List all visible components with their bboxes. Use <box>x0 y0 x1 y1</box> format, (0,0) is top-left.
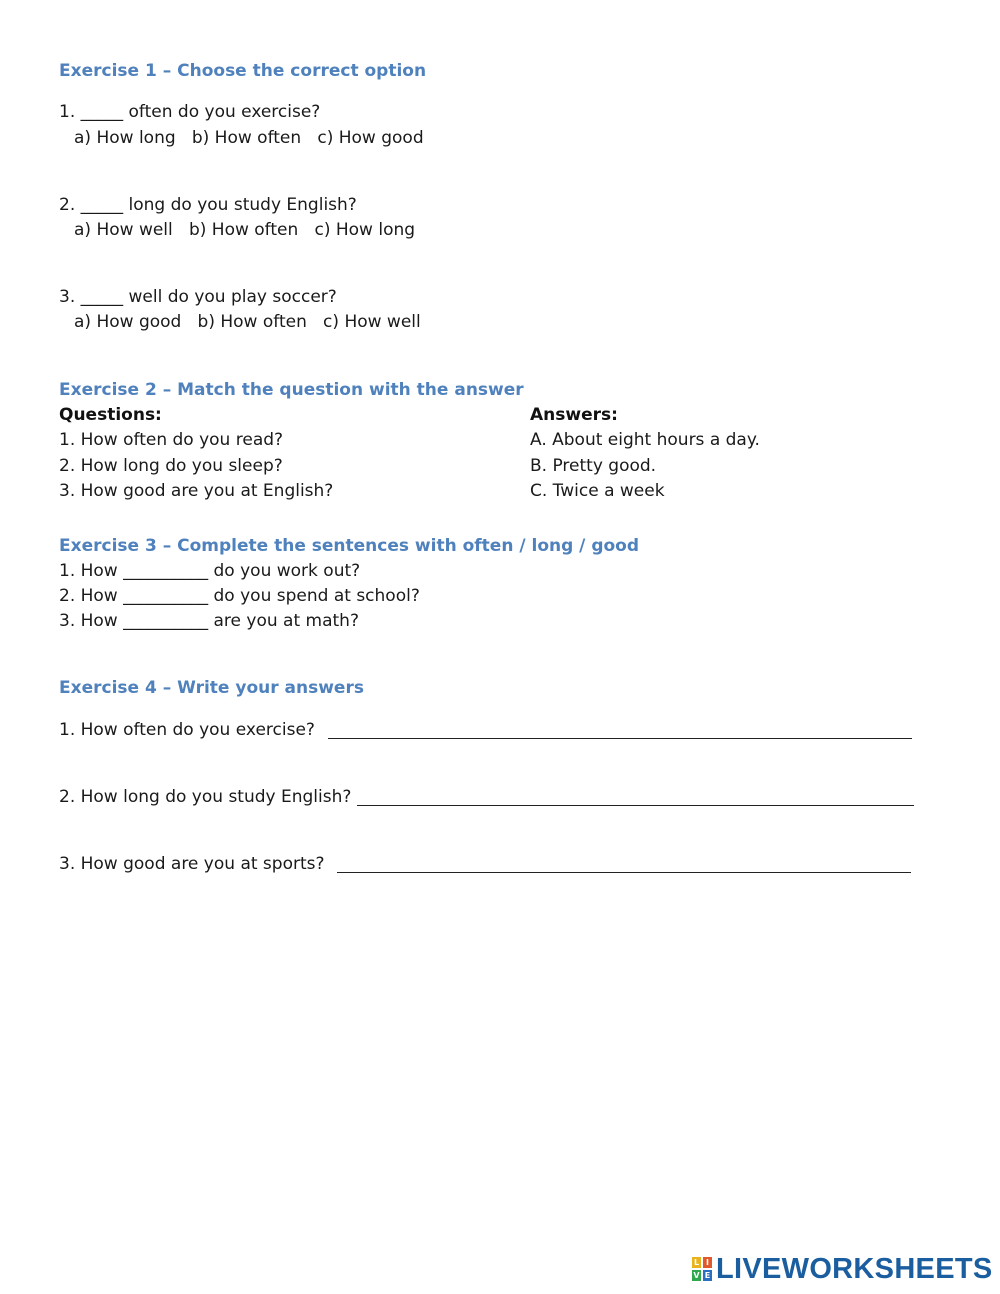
ex2-answer-a[interactable]: A. About eight hours a day. <box>530 430 760 450</box>
exercise-3-heading: Exercise 3 – Complete the sentences with often / long / good <box>59 536 640 556</box>
ex1-options-3[interactable]: a) How good b) How often c) How well <box>74 312 421 332</box>
logo-tile-i: I <box>703 1257 712 1268</box>
logo-tile-e: E <box>704 1271 711 1280</box>
answers-label: Answers: <box>530 405 618 425</box>
logo-text: LIVEWORKSHEETS <box>716 1253 993 1285</box>
ex1-question-1: 1. _____ often do you exercise? <box>59 102 321 122</box>
ex1-options-1[interactable]: a) How long b) How often c) How good <box>74 128 424 148</box>
exercise-2-heading: Exercise 2 – Match the question with the answer <box>59 380 524 400</box>
ex1-question-3: 3. _____ well do you play soccer? <box>59 287 337 307</box>
ex1-options-2[interactable]: a) How well b) How often c) How long <box>74 220 416 240</box>
ex4-answer-line-3[interactable] <box>337 872 911 873</box>
ex4-question-1: 1. How often do you exercise? <box>59 720 315 740</box>
ex3-sentence-2[interactable]: 2. How __________ do you spend at school? <box>59 586 420 606</box>
ex4-answer-line-1[interactable] <box>328 738 912 739</box>
liveworksheets-logo <box>692 1254 993 1284</box>
ex4-question-3: 3. How good are you at sports? <box>59 854 325 874</box>
logo-tile-l: L <box>693 1258 700 1267</box>
logo-tiles-icon <box>692 1257 712 1281</box>
questions-label: Questions: <box>59 405 162 425</box>
ex2-answer-b[interactable]: B. Pretty good. <box>530 456 657 476</box>
ex3-sentence-1[interactable]: 1. How __________ do you work out? <box>59 561 361 581</box>
ex1-question-2: 2. _____ long do you study English? <box>59 195 357 215</box>
ex3-sentence-3[interactable]: 3. How __________ are you at math? <box>59 611 359 631</box>
ex2-answer-c[interactable]: C. Twice a week <box>530 481 665 501</box>
ex4-answer-line-2[interactable] <box>357 805 914 806</box>
ex2-question-1[interactable]: 1. How often do you read? <box>59 430 284 450</box>
ex4-question-2: 2. How long do you study English? <box>59 787 352 807</box>
exercise-1-heading: Exercise 1 – Choose the correct option <box>59 61 427 81</box>
exercise-4-heading: Exercise 4 – Write your answers <box>59 678 364 698</box>
ex2-question-3[interactable]: 3. How good are you at English? <box>59 481 334 501</box>
logo-tile-v: V <box>693 1271 700 1280</box>
ex2-question-2[interactable]: 2. How long do you sleep? <box>59 456 283 476</box>
